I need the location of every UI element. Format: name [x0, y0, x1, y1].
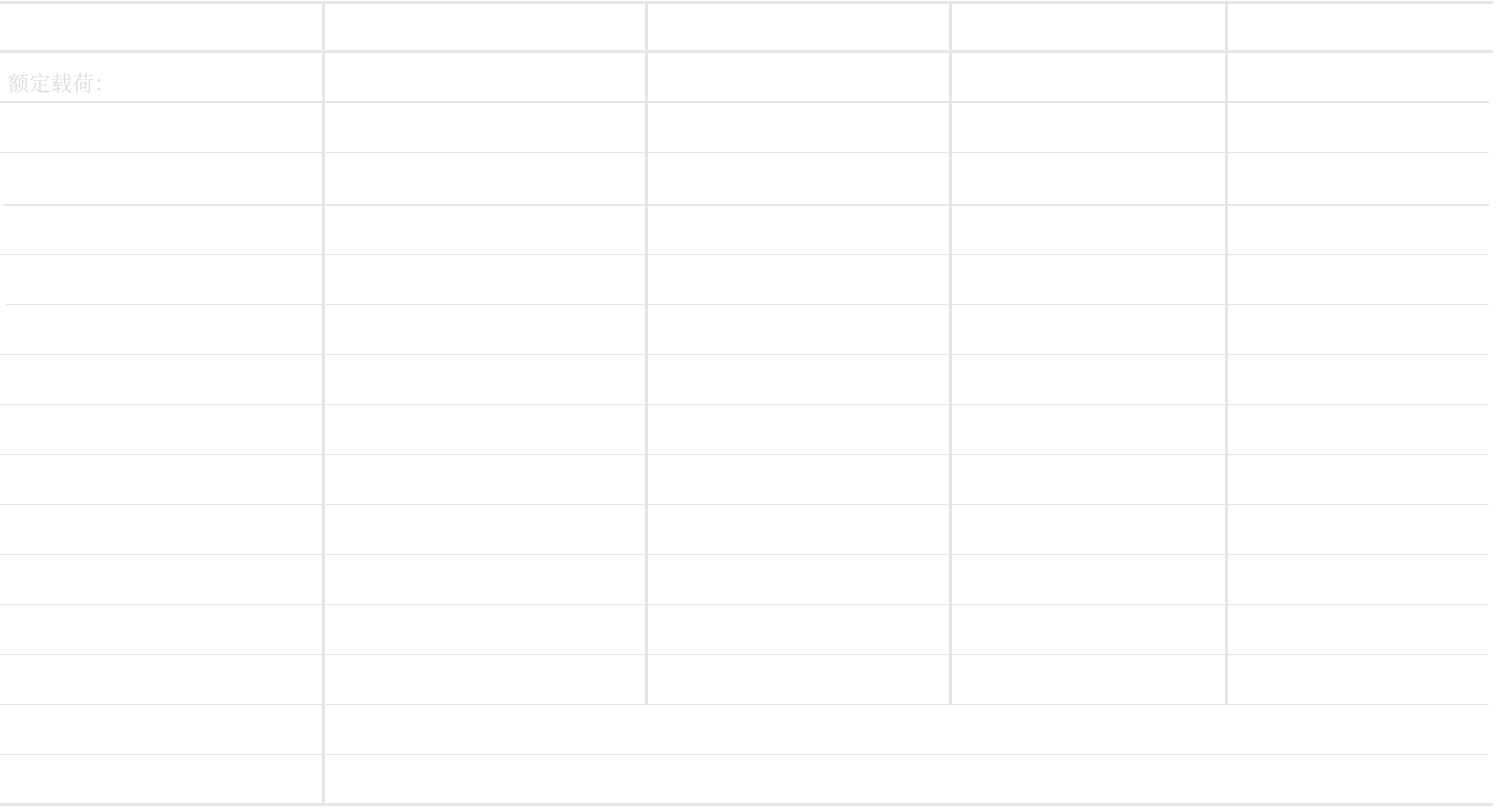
row-divider [0, 554, 1489, 555]
rated-load-label: 额定载荷： [8, 72, 116, 96]
header-bottom-border [0, 50, 1493, 53]
row-divider [0, 152, 1489, 153]
row-divider [6, 304, 1489, 305]
row-divider [0, 754, 1489, 755]
row-divider [0, 504, 1489, 505]
row-divider [0, 404, 1489, 405]
row-divider [0, 254, 1489, 255]
row-divider [0, 704, 1489, 705]
column-divider [1225, 1, 1228, 705]
column-divider [322, 1, 325, 805]
column-divider [645, 1, 648, 705]
row-divider [0, 454, 1489, 455]
row-divider [0, 604, 1489, 605]
table-bottom-border [0, 803, 1493, 806]
row-divider [4, 204, 1489, 206]
row-divider [0, 654, 1489, 655]
row-divider [0, 101, 1489, 103]
row-divider [0, 354, 1489, 355]
table-top-border [0, 1, 1493, 4]
column-divider [949, 1, 952, 705]
